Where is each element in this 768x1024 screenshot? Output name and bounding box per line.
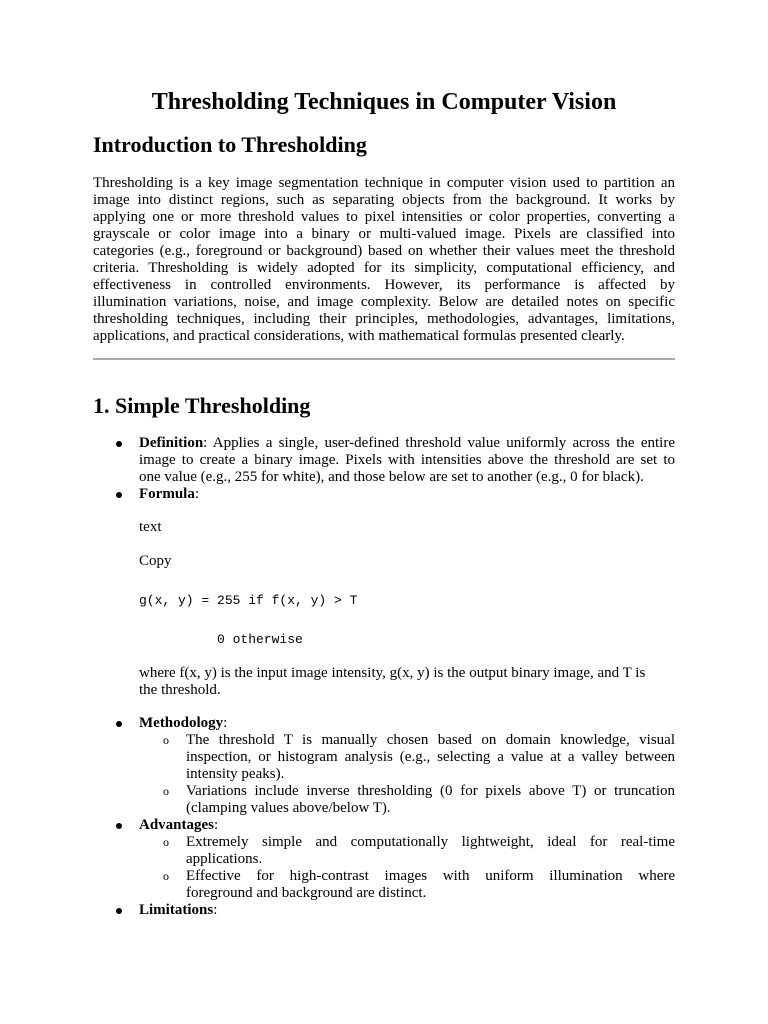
methodology-colon: : [223, 715, 228, 731]
intro-line: image into distinct regions, such as separating objects from the background. It works by [93, 192, 675, 208]
advantages-item [139, 817, 218, 834]
subitem-line: Effective for high-contrast images with uniform illumination where [186, 868, 675, 884]
methodology-label: Methodology [139, 715, 224, 731]
methodology-subitem [186, 732, 675, 783]
code-language-label: text [139, 519, 162, 535]
intro-line: thresholding techniques, including their principles, methodologies, advantages, limitations, [93, 311, 675, 327]
definition-label: Definition [139, 435, 204, 451]
intro-line: effectiveness in controlled environments. However, its performance is affected by [93, 277, 675, 293]
formula-item [139, 486, 199, 503]
subitem-line: intensity peaks). [186, 766, 285, 782]
advantages-label: Advantages [139, 817, 215, 833]
sub-bullet-marker: o [163, 733, 169, 747]
methodology-subitem [186, 783, 675, 817]
formula-note-line: the threshold. [139, 682, 221, 698]
advantages-subitem [186, 868, 675, 902]
subitem-line: Variations include inverse thresholding (0 for pixels above T) or truncation [186, 783, 675, 799]
code-line: 0 otherwise [217, 632, 303, 647]
page-title: Thresholding Techniques in Computer Vision [151, 89, 617, 115]
subitem-line: applications. [186, 851, 263, 867]
sub-bullet-marker: o [163, 784, 169, 798]
subitem-line: foreground and background are distinct. [186, 885, 427, 901]
bullet-dot [116, 441, 122, 447]
advantages-colon: : [214, 817, 219, 833]
subitem-line: (clamping values above/below T). [186, 800, 391, 816]
formula-note-line: where f(x, y) is the input image intensity, g(x, y) is the output binary image, and T is [139, 665, 646, 681]
copy-button[interactable]: Copy [139, 553, 172, 569]
subitem-line: inspection, or histogram analysis (e.g., selecting a value at a valley between [186, 749, 675, 765]
intro-line: Thresholding is a key image segmentation technique in computer vision used to partition an [93, 175, 675, 191]
bullet-dot [116, 721, 122, 727]
definition-item [139, 435, 675, 486]
horizontal-divider [93, 358, 675, 360]
bullet-dot [116, 908, 122, 914]
bullet-dot [116, 492, 122, 498]
intro-heading: Introduction to Thresholding [93, 132, 367, 157]
section-heading: 1. Simple Thresholding [93, 393, 311, 418]
definition-line [139, 435, 675, 452]
sub-bullet-marker: o [163, 869, 169, 883]
subitem-line: The threshold T is manually chosen based on domain knowledge, visual [186, 732, 675, 748]
formula-colon: : [194, 486, 199, 502]
limitations-item [139, 902, 217, 919]
subitem-line: Extremely simple and computationally lightweight, ideal for real-time [186, 834, 675, 850]
definition-line: one value (e.g., 255 for white), and those below are set to another (e.g., 0 for black). [139, 469, 644, 485]
formula-note [139, 665, 675, 699]
methodology-item [139, 715, 227, 732]
intro-line: applications, and practical considerations, with mathematical formulas presented clearly. [93, 328, 625, 344]
intro-paragraph [93, 175, 675, 345]
advantages-subitem [186, 834, 675, 868]
code-line: g(x, y) = 255 if f(x, y) > T [139, 593, 358, 608]
definition-line: image to create a binary image. Pixels with intensities above the threshold are set to [139, 452, 675, 468]
definition-text: : Applies a single, user-defined threshold value uniformly across the entire [203, 435, 675, 451]
intro-line: criteria. Thresholding is widely adopted for its simplicity, computational efficiency, and [93, 260, 675, 276]
limitations-colon: : [213, 902, 218, 918]
intro-line: illumination variations, noise, and image complexity. Below are detailed notes on specific [93, 294, 675, 310]
limitations-label: Limitations [139, 902, 214, 918]
bullet-dot [116, 823, 122, 829]
sub-bullet-marker: o [163, 835, 169, 849]
intro-line: categories (e.g., foreground or background) based on whether their values meet the threshold [93, 243, 675, 259]
formula-label: Formula [139, 486, 195, 502]
intro-line: grayscale or color image into a binary or multi-valued image. Pixels are classified into [93, 226, 675, 242]
intro-line: applying one or more threshold values to pixel intensities or color properties, converting a [93, 209, 675, 225]
